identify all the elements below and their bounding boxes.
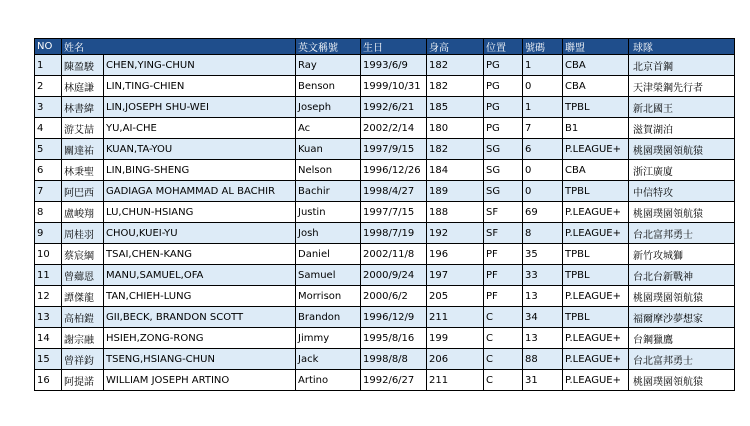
cell-english-nickname: Nelson xyxy=(296,160,361,181)
cell-team: 桃園璞園領航猿 xyxy=(629,370,735,391)
cell-english-nickname: Daniel xyxy=(296,244,361,265)
table-row xyxy=(35,307,735,328)
cell-league: P.LEAGUE+ xyxy=(563,370,629,391)
table-row xyxy=(35,328,735,349)
cell-no: 8 xyxy=(35,202,62,223)
cell-team: 台北台新戰神 xyxy=(629,265,735,286)
cell-english-nickname: Artino xyxy=(296,370,361,391)
cell-position: C xyxy=(484,370,523,391)
cell-team: 新竹攻城獅 xyxy=(629,244,735,265)
cell-jersey: 33 xyxy=(523,265,563,286)
cell-english-nickname: Joseph xyxy=(296,97,361,118)
cell-height: 180 xyxy=(427,118,484,139)
cell-jersey: 7 xyxy=(523,118,563,139)
cell-english-nickname: Ac xyxy=(296,118,361,139)
cell-chinese-name: 游艾喆 xyxy=(62,118,104,139)
cell-jersey: 6 xyxy=(523,139,563,160)
cell-chinese-name: 關達祐 xyxy=(62,139,104,160)
cell-position: PG xyxy=(484,55,523,76)
cell-jersey: 88 xyxy=(523,349,563,370)
cell-team: 天津榮鋼先行者 xyxy=(629,76,735,97)
cell-position: C xyxy=(484,307,523,328)
cell-birthday: 1993/6/9 xyxy=(361,55,427,76)
cell-english-name: CHOU,KUEI-YU xyxy=(104,223,296,244)
cell-jersey: 31 xyxy=(523,370,563,391)
cell-position: PG xyxy=(484,97,523,118)
roster-body xyxy=(35,55,735,391)
header-team: 球隊 xyxy=(629,39,735,55)
cell-birthday: 1992/6/27 xyxy=(361,370,427,391)
cell-position: PG xyxy=(484,118,523,139)
cell-league: P.LEAGUE+ xyxy=(563,139,629,160)
cell-league: TPBL xyxy=(563,265,629,286)
cell-birthday: 1992/6/21 xyxy=(361,97,427,118)
cell-chinese-name: 林書緯 xyxy=(62,97,104,118)
cell-team: 桃園璞園領航猿 xyxy=(629,286,735,307)
cell-position: SF xyxy=(484,223,523,244)
cell-league: P.LEAGUE+ xyxy=(563,349,629,370)
cell-league: B1 xyxy=(563,118,629,139)
cell-height: 211 xyxy=(427,370,484,391)
cell-jersey: 0 xyxy=(523,181,563,202)
cell-english-name: GADIAGA MOHAMMAD AL BACHIR xyxy=(104,181,296,202)
cell-no: 2 xyxy=(35,76,62,97)
cell-team: 台北富邦勇士 xyxy=(629,223,735,244)
cell-position: PF xyxy=(484,286,523,307)
cell-english-name: YU,AI-CHE xyxy=(104,118,296,139)
cell-jersey: 69 xyxy=(523,202,563,223)
cell-no: 1 xyxy=(35,55,62,76)
cell-position: PF xyxy=(484,265,523,286)
cell-league: TPBL xyxy=(563,244,629,265)
table-row xyxy=(35,202,735,223)
cell-jersey: 0 xyxy=(523,76,563,97)
cell-no: 3 xyxy=(35,97,62,118)
cell-birthday: 1998/7/19 xyxy=(361,223,427,244)
cell-english-name: WILLIAM JOSEPH ARTINO xyxy=(104,370,296,391)
cell-team: 浙江廣廈 xyxy=(629,160,735,181)
table-row xyxy=(35,286,735,307)
cell-team: 中信特攻 xyxy=(629,181,735,202)
cell-english-name: TSAI,CHEN-KANG xyxy=(104,244,296,265)
table-row xyxy=(35,118,735,139)
header-league: 聯盟 xyxy=(563,39,629,55)
cell-no: 10 xyxy=(35,244,62,265)
cell-birthday: 2002/2/14 xyxy=(361,118,427,139)
cell-position: SF xyxy=(484,202,523,223)
cell-english-nickname: Justin xyxy=(296,202,361,223)
cell-team: 桃園璞園領航猿 xyxy=(629,139,735,160)
cell-english-nickname: Jimmy xyxy=(296,328,361,349)
cell-english-nickname: Morrison xyxy=(296,286,361,307)
cell-jersey: 35 xyxy=(523,244,563,265)
cell-birthday: 1997/9/15 xyxy=(361,139,427,160)
cell-chinese-name: 曾祥鈞 xyxy=(62,349,104,370)
header-jersey: 號碼 xyxy=(523,39,563,55)
cell-english-nickname: Brandon xyxy=(296,307,361,328)
table-row xyxy=(35,97,735,118)
cell-jersey: 13 xyxy=(523,286,563,307)
cell-height: 196 xyxy=(427,244,484,265)
cell-height: 184 xyxy=(427,160,484,181)
cell-league: TPBL xyxy=(563,181,629,202)
cell-jersey: 1 xyxy=(523,55,563,76)
cell-english-name: CHEN,YING-CHUN xyxy=(104,55,296,76)
cell-position: SG xyxy=(484,139,523,160)
cell-position: C xyxy=(484,328,523,349)
cell-chinese-name: 蔡宸綱 xyxy=(62,244,104,265)
cell-team: 台北富邦勇士 xyxy=(629,349,735,370)
cell-birthday: 1998/4/27 xyxy=(361,181,427,202)
cell-no: 7 xyxy=(35,181,62,202)
table-row xyxy=(35,223,735,244)
cell-no: 14 xyxy=(35,328,62,349)
header-english-nickname: 英文稱號 xyxy=(296,39,361,55)
cell-birthday: 1999/10/31 xyxy=(361,76,427,97)
cell-no: 5 xyxy=(35,139,62,160)
cell-position: PF xyxy=(484,244,523,265)
cell-chinese-name: 林秉聖 xyxy=(62,160,104,181)
cell-league: CBA xyxy=(563,76,629,97)
cell-position: C xyxy=(484,349,523,370)
cell-no: 9 xyxy=(35,223,62,244)
cell-english-nickname: Jack xyxy=(296,349,361,370)
cell-no: 16 xyxy=(35,370,62,391)
cell-birthday: 1997/7/15 xyxy=(361,202,427,223)
cell-team: 滋賀湖泊 xyxy=(629,118,735,139)
cell-no: 15 xyxy=(35,349,62,370)
table-row xyxy=(35,55,735,76)
cell-no: 11 xyxy=(35,265,62,286)
roster-table xyxy=(34,38,735,391)
header-row xyxy=(35,39,735,55)
cell-height: 211 xyxy=(427,307,484,328)
cell-english-name: GII,BECK, BRANDON SCOTT xyxy=(104,307,296,328)
cell-height: 206 xyxy=(427,349,484,370)
cell-league: P.LEAGUE+ xyxy=(563,223,629,244)
cell-jersey: 8 xyxy=(523,223,563,244)
cell-height: 185 xyxy=(427,97,484,118)
cell-english-name: HSIEH,ZONG-RONG xyxy=(104,328,296,349)
cell-english-name: LIN,TING-CHIEN xyxy=(104,76,296,97)
header-height: 身高 xyxy=(427,39,484,55)
cell-league: P.LEAGUE+ xyxy=(563,286,629,307)
cell-birthday: 2000/9/24 xyxy=(361,265,427,286)
cell-height: 197 xyxy=(427,265,484,286)
cell-jersey: 34 xyxy=(523,307,563,328)
cell-height: 188 xyxy=(427,202,484,223)
cell-english-nickname: Benson xyxy=(296,76,361,97)
header-position: 位置 xyxy=(484,39,523,55)
cell-league: P.LEAGUE+ xyxy=(563,202,629,223)
header-name: 姓名 xyxy=(62,39,296,55)
cell-height: 189 xyxy=(427,181,484,202)
cell-birthday: 1998/8/8 xyxy=(361,349,427,370)
cell-chinese-name: 曾薌恩 xyxy=(62,265,104,286)
cell-chinese-name: 阿巴西 xyxy=(62,181,104,202)
cell-no: 12 xyxy=(35,286,62,307)
cell-height: 199 xyxy=(427,328,484,349)
cell-team: 新北國王 xyxy=(629,97,735,118)
table-row xyxy=(35,181,735,202)
cell-jersey: 13 xyxy=(523,328,563,349)
cell-english-name: TAN,CHIEH-LUNG xyxy=(104,286,296,307)
cell-chinese-name: 周桂羽 xyxy=(62,223,104,244)
cell-height: 182 xyxy=(427,55,484,76)
cell-birthday: 1996/12/26 xyxy=(361,160,427,181)
cell-english-name: LIN,JOSEPH SHU-WEI xyxy=(104,97,296,118)
cell-birthday: 1995/8/16 xyxy=(361,328,427,349)
cell-english-name: LIN,BING-SHENG xyxy=(104,160,296,181)
table-row xyxy=(35,370,735,391)
cell-english-nickname: Ray xyxy=(296,55,361,76)
cell-no: 6 xyxy=(35,160,62,181)
cell-english-name: TSENG,HSIANG-CHUN xyxy=(104,349,296,370)
cell-english-nickname: Samuel xyxy=(296,265,361,286)
cell-chinese-name: 林庭謙 xyxy=(62,76,104,97)
cell-english-name: LU,CHUN-HSIANG xyxy=(104,202,296,223)
cell-league: TPBL xyxy=(563,307,629,328)
cell-team: 北京首鋼 xyxy=(629,55,735,76)
cell-english-nickname: Kuan xyxy=(296,139,361,160)
header-birthday: 生日 xyxy=(361,39,427,55)
cell-chinese-name: 盧峻翔 xyxy=(62,202,104,223)
cell-birthday: 2002/11/8 xyxy=(361,244,427,265)
cell-position: PG xyxy=(484,76,523,97)
cell-height: 192 xyxy=(427,223,484,244)
cell-birthday: 2000/6/2 xyxy=(361,286,427,307)
cell-english-name: MANU,SAMUEL,OFA xyxy=(104,265,296,286)
cell-jersey: 0 xyxy=(523,160,563,181)
table-row xyxy=(35,76,735,97)
cell-chinese-name: 阿提諾 xyxy=(62,370,104,391)
header-no: NO xyxy=(35,39,62,55)
cell-no: 4 xyxy=(35,118,62,139)
cell-english-name: KUAN,TA-YOU xyxy=(104,139,296,160)
cell-league: CBA xyxy=(563,160,629,181)
cell-height: 182 xyxy=(427,76,484,97)
cell-team: 福爾摩沙夢想家 xyxy=(629,307,735,328)
cell-no: 13 xyxy=(35,307,62,328)
cell-league: TPBL xyxy=(563,97,629,118)
table-row xyxy=(35,349,735,370)
cell-position: SG xyxy=(484,181,523,202)
cell-team: 台鋼獵鷹 xyxy=(629,328,735,349)
table-row xyxy=(35,139,735,160)
cell-league: CBA xyxy=(563,55,629,76)
cell-english-nickname: Bachir xyxy=(296,181,361,202)
cell-jersey: 1 xyxy=(523,97,563,118)
cell-chinese-name: 陳盈駿 xyxy=(62,55,104,76)
cell-position: SG xyxy=(484,160,523,181)
cell-height: 205 xyxy=(427,286,484,307)
cell-birthday: 1996/12/9 xyxy=(361,307,427,328)
cell-chinese-name: 高柏鎧 xyxy=(62,307,104,328)
table-row xyxy=(35,265,735,286)
table-row xyxy=(35,244,735,265)
cell-chinese-name: 譚傑龍 xyxy=(62,286,104,307)
cell-team: 桃園璞園領航猿 xyxy=(629,202,735,223)
cell-height: 182 xyxy=(427,139,484,160)
table-row xyxy=(35,160,735,181)
cell-chinese-name: 謝宗融 xyxy=(62,328,104,349)
cell-league: P.LEAGUE+ xyxy=(563,328,629,349)
cell-english-nickname: Josh xyxy=(296,223,361,244)
